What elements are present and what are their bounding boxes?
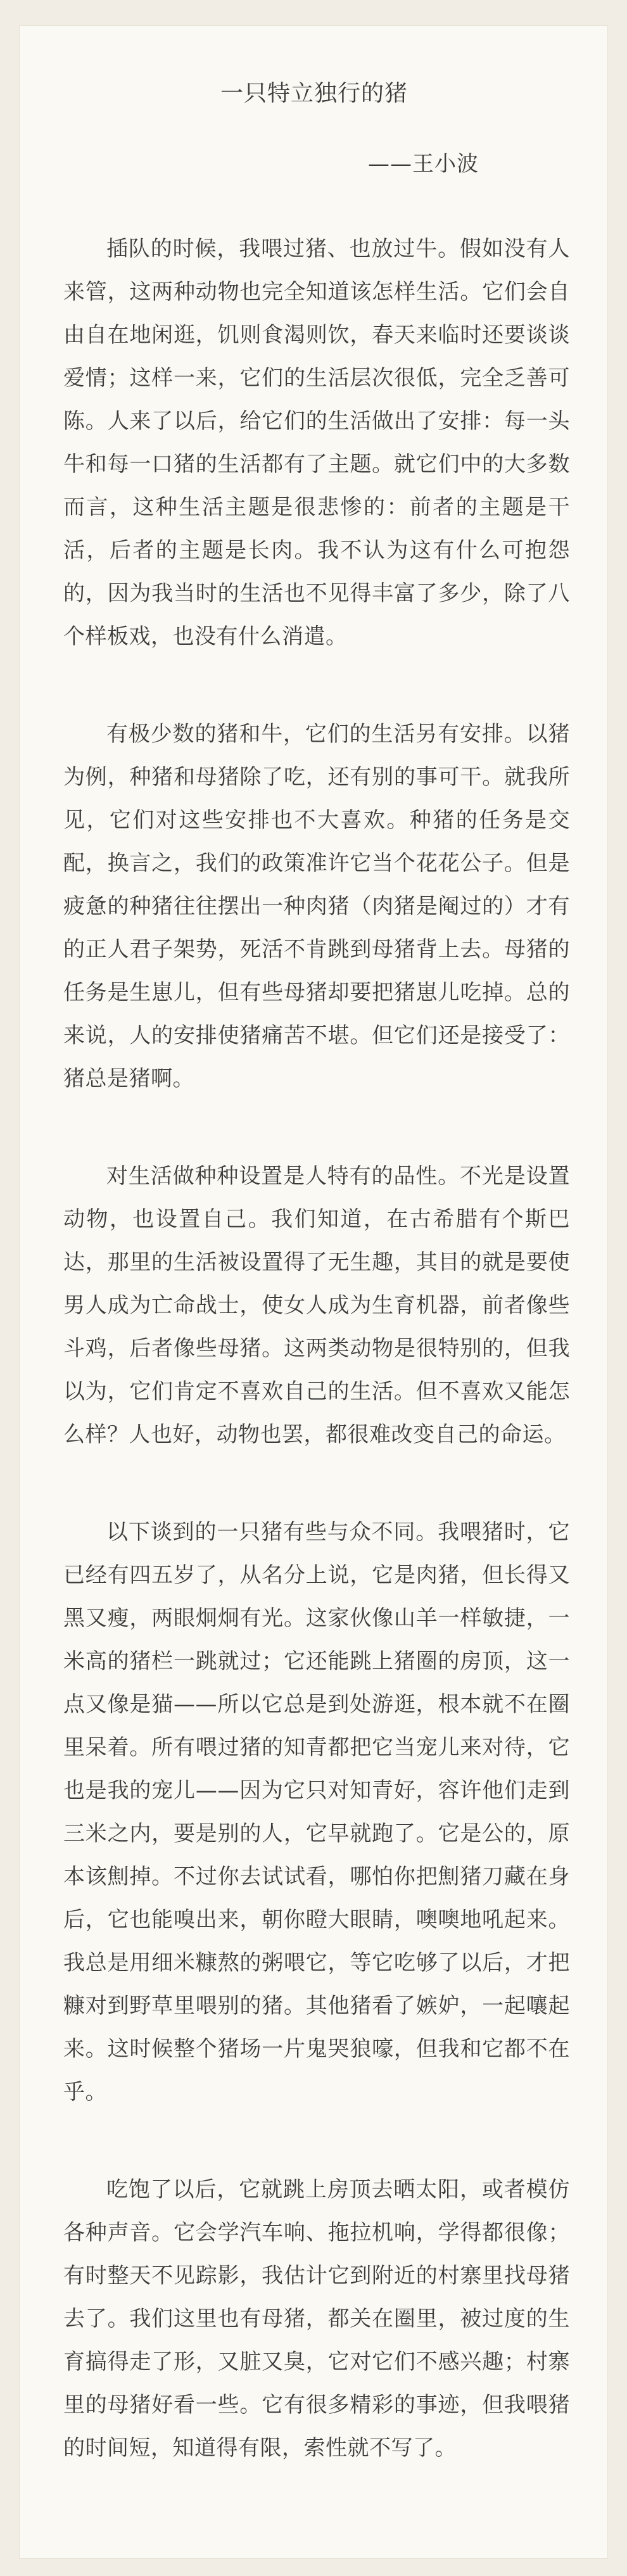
paragraph: 插队的时候，我喂过猪、也放过牛。假如没有人来管，这两种动物也完全知道该怎样生活。它们会自由自在地闲逛，饥则食渴则饮，春天来临时还要谈谈爱情；这样一来，它们的生活层次很低，完全乏善可陈。人来了以后，给它们的生活做出了安排：每一头牛和每一口猪的生活都有了主题。就它们中的大多数而言，这种生活主题是很悲惨的：前者的主题是干活，后者的主题是长肉。我不认为这有什么可抱怨的，因为我当时的生活也不见得丰富了多少，除了八个样板戏，也没有什么消遣。 [63, 236, 570, 649]
article-page [19, 25, 608, 2559]
paragraph: 对生活做种种设置是人特有的品性。不光是设置动物，也设置自己。我们知道，在古希腊有个斯巴达，那里的生活被设置得了无生趣，其目的就是要使男人成为亡命战士，使女人成为生育机器，前者像些斗鸡，后者像些母猪。这两类动物是很特别的，但我以为，它们肯定不喜欢自己的生活。但不喜欢又能怎么样？人也好，动物也罢，都很难改变自己的命运。 [63, 1164, 570, 1447]
article-body [63, 227, 570, 2524]
paragraph: 吃饱了以后，它就跳上房顶去晒太阳，或者模仿各种声音。它会学汽车响、拖拉机响，学得都很像；有时整天不见踪影，我估计它到附近的村寨里找母猪去了。我们这里也有母猪，都关在圈里，被过度的生育搞得走了形，又脏又臭，它对它们不感兴趣；村寨里的母猪好看一些。它有很多精彩的事迹，但我喂猪的时间短，知道得有限，索性就不写了。 [63, 2177, 570, 2461]
article-title: 一只特立独行的猪 [220, 80, 408, 106]
article-author: ——王小波 [368, 151, 479, 177]
paragraph: 有极少数的猪和牛，它们的生活另有安排。以猪为例，种猪和母猪除了吃，还有别的事可干。就我所见，它们对这些安排也不大喜欢。种猪的任务是交配，换言之，我们的政策准许它当个花花公子。但是疲惫的种猪往往摆出一种肉猪（肉猪是阉过的）才有的正人君子架势，死活不肯跳到母猪背上去。母猪的任务是生崽儿，但有些母猪却要把猪崽儿吃掉。总的来说，人的安排使猪痛苦不堪。但它们还是接受了：猪总是猪啊。 [63, 721, 570, 1091]
paragraph: 以下谈到的一只猪有些与众不同。我喂猪时，它已经有四五岁了，从名分上说，它是肉猪，但长得又黑又瘦，两眼炯炯有光。这家伙像山羊一样敏捷，一米高的猪栏一跳就过；它还能跳上猪圈的房顶，这一点又像是猫——所以它总是到处游逛，根本就不在圈里呆着。所有喂过猪的知青都把它当宠儿来对待，它也是我的宠儿——因为它只对知青好，容许他们走到三米之内，要是别的人，它早就跑了。它是公的，原本该劁掉。不过你去试试看，哪怕你把劁猪刀藏在身后，它也能嗅出来，朝你瞪大眼睛，噢噢地吼起来。我总是用细米糠熬的粥喂它，等它吃够了以后，才把糠对到野草里喂别的猪。其他猪看了嫉妒，一起嚷起来。这时候整个猪场一片鬼哭狼嚎，但我和它都不在乎。 [63, 1520, 570, 2105]
